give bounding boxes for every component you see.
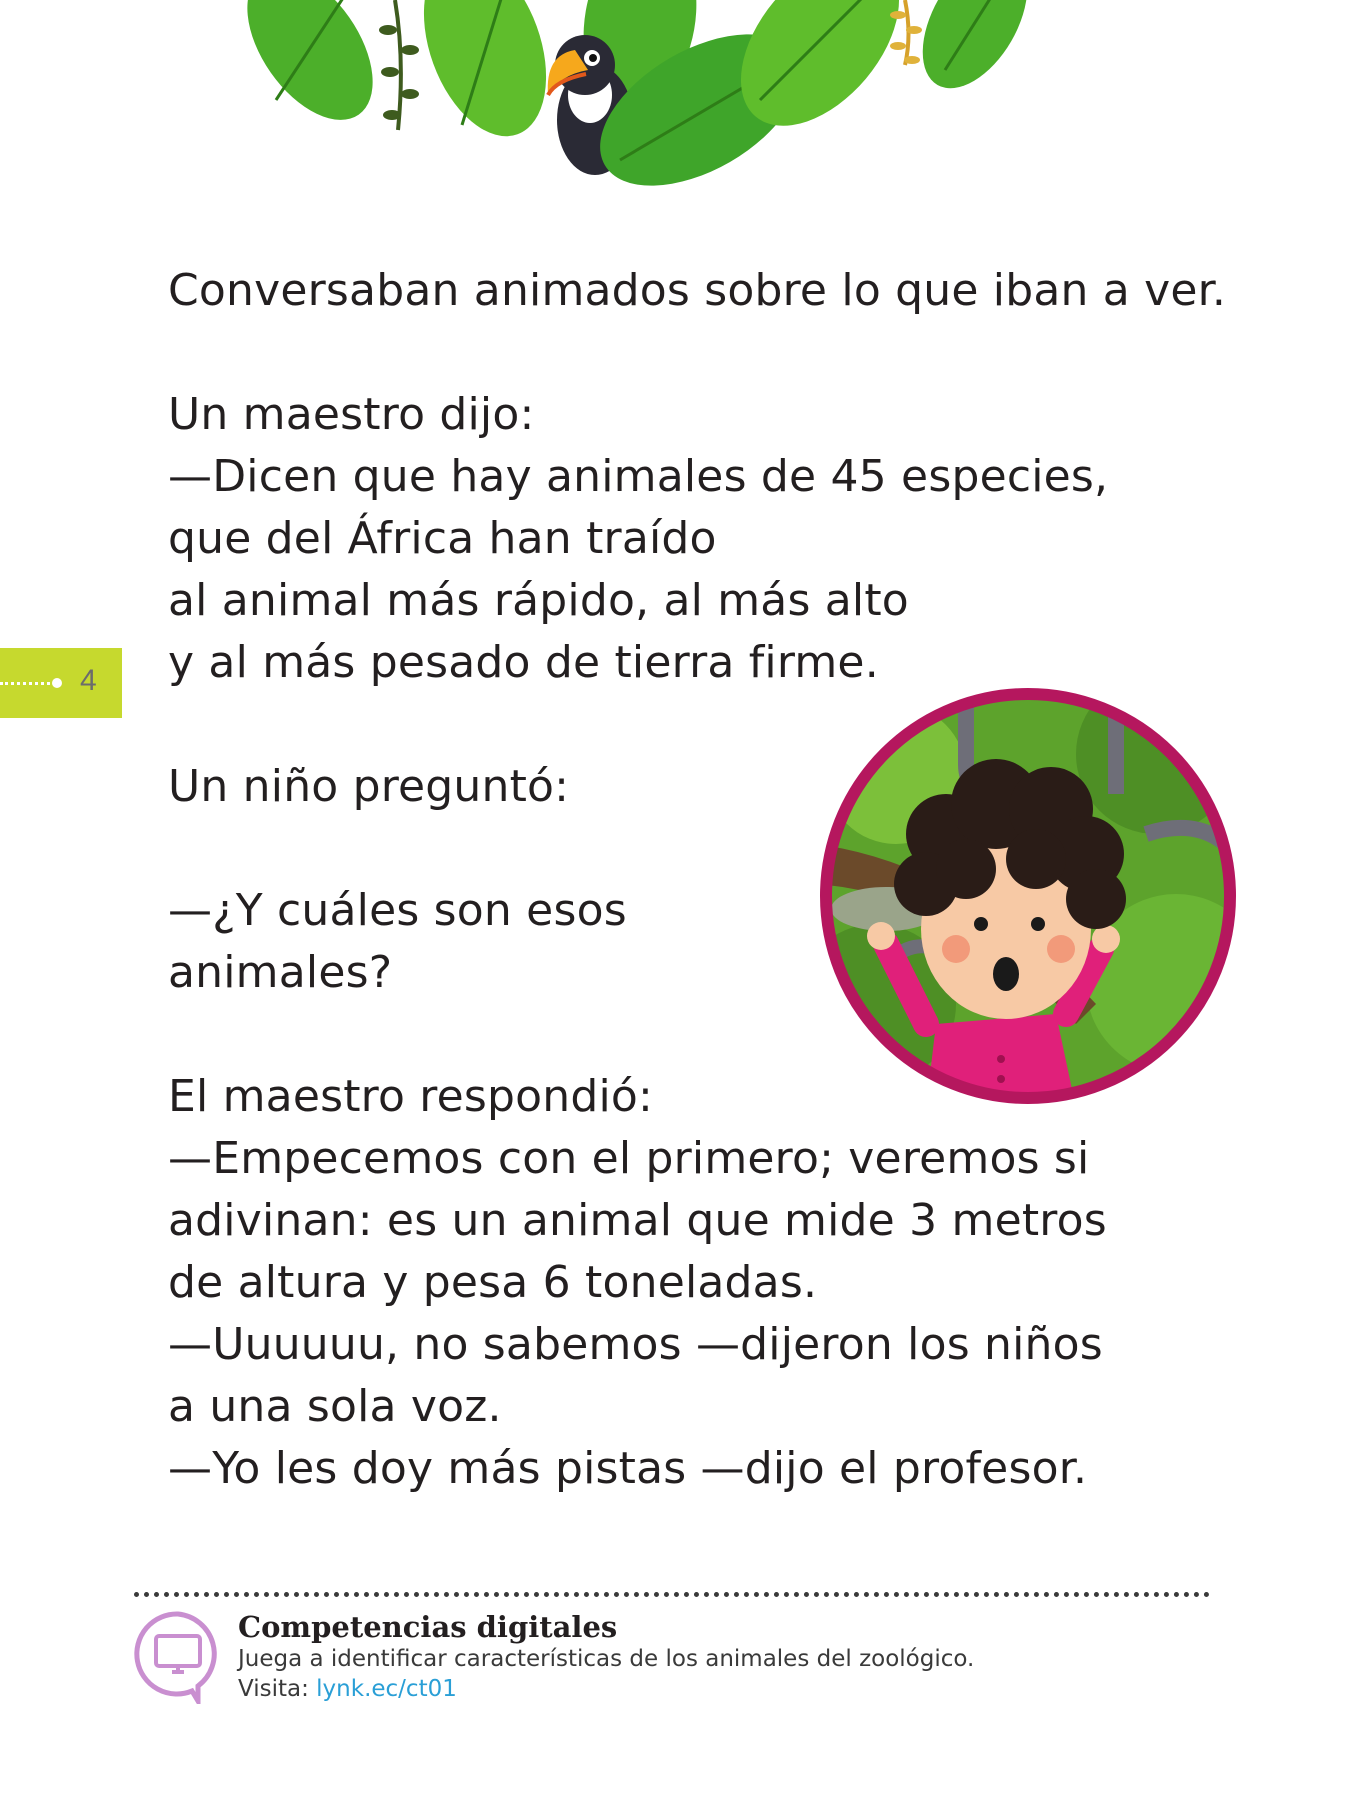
story-line: a una sola voz. [168,1381,502,1432]
resource-link[interactable]: lynk.ec/ct01 [316,1676,457,1702]
child-at-zoo-illustration [816,684,1240,1108]
footer-divider [134,1592,1210,1597]
leaf-icon [401,0,569,153]
footer-visit-line [238,1674,1138,1704]
footer-title: Competencias digitales [238,1610,618,1644]
story-line: —Empecemos con el primero; veremos si [168,1133,1090,1184]
footer-description: Juega a identificar características de los animales del zoológico. [238,1646,975,1672]
story-line: —¿Y cuáles son esos [168,885,627,936]
story-line: Conversaban animados sobre lo que iban a ver. [168,265,1227,316]
story-line: animales? [168,947,393,998]
story-line: —Uuuuuu, no sabemos —dijeron los niños [168,1319,1103,1370]
story-line: al animal más rápido, al más alto [168,575,909,626]
leaf-icon [222,0,398,142]
page-number: 4 [80,664,97,697]
story-line: Un maestro dijo: [168,389,535,440]
dot-marker [52,678,62,688]
story-line: adivinan: es un animal que mide 3 metros [168,1195,1107,1246]
story-line: de altura y pesa 6 toneladas. [168,1257,818,1308]
dotted-line [0,682,56,685]
digital-competencies-box [238,1610,1138,1704]
story-line: El maestro respondió: [168,1071,654,1122]
jungle-foliage-illustration [0,0,1350,200]
computer-monitor-icon [132,1608,224,1704]
story-line: —Yo les doy más pistas —dijo el profesor. [168,1443,1088,1494]
leaf-icon [901,0,1049,106]
story-line: Un niño preguntó: [168,761,570,812]
story-line: que del África han traído [168,513,717,564]
story-line: y al más pesado de tierra firme. [168,637,879,688]
visit-label: Visita: [238,1676,317,1702]
vine-icon [379,0,419,130]
story-line: —Dicen que hay animales de 45 especies, [168,451,1109,502]
page-number-tab [0,648,122,718]
